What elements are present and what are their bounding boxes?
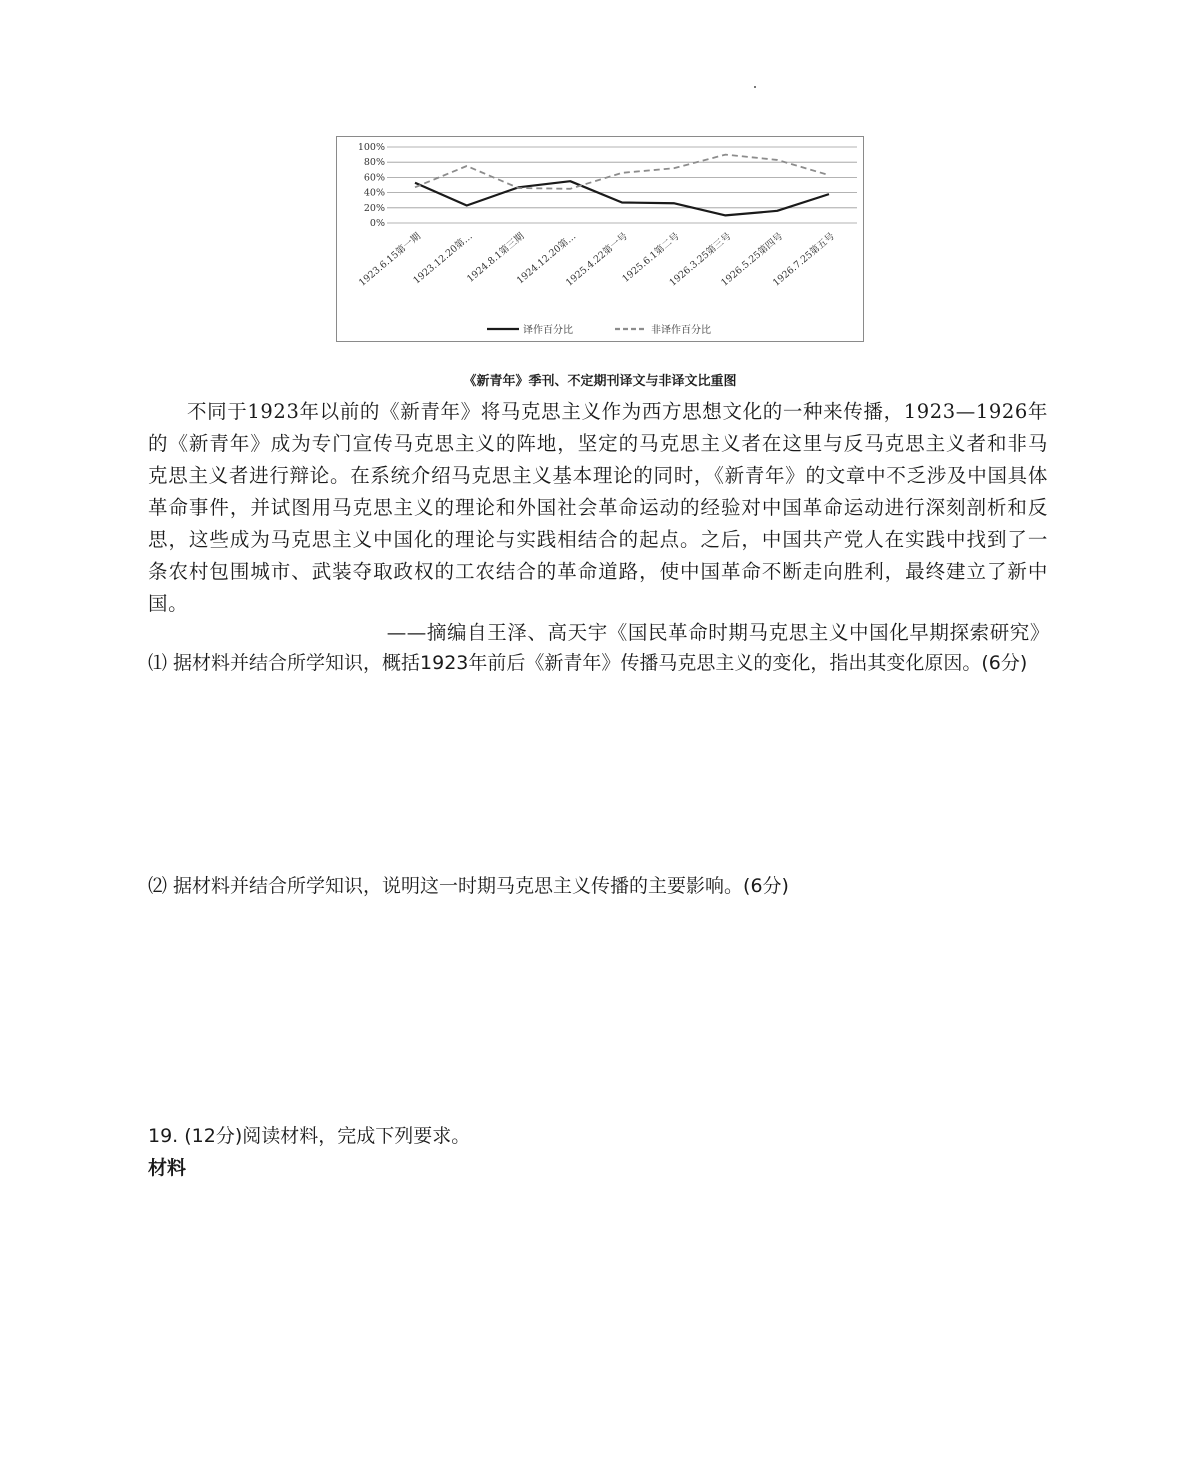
x-tick-label: 1923.6.15第一期 (356, 230, 423, 289)
y-tick-label: 0% (369, 218, 385, 229)
source-citation: ——摘编自王泽、高天宇《国民革命时期马克思主义中国化早期探索研究》 (386, 621, 1050, 644)
x-tick-label: 1924.8.1第三期 (465, 230, 527, 285)
x-tick-label: 1925.6.1第二号 (620, 230, 682, 285)
line-chart (337, 137, 865, 343)
question-2: ⑵ 据材料并结合所学知识，说明这一时期马克思主义传播的主要影响。(6分) (148, 875, 789, 897)
y-tick-label: 40% (363, 187, 385, 199)
y-tick-label: 100% (357, 142, 385, 153)
x-tick-label: 1926.5.25第四号 (719, 230, 786, 289)
y-tick-label: 80% (363, 157, 385, 169)
question-19-heading: 19. (12分)阅读材料，完成下列要求。 (148, 1125, 471, 1147)
material-passage: 不同于1923年以前的《新青年》将马克思主义作为西方思想文化的一种来传播，1923—1926年的《新青年》成为专门宣传马克思主义的阵地，坚定的马克思主义者在这里与反马克思主义者和非马克思主义者进行辩论。在系统介绍马克思主义基本理论的同时，《新青年》的文章中不乏涉及中国具体革命事件，并试图用马克思主义的理论和外国社会革命运动的经验对中国革命运动进行深刻剖析和反思，这些成为马克思主义中国化的理论与实践相结合的起点。之后，中国共产党人在实践中找到了一条农村包围城市、武装夺取政权的工农结合的革命道路，使中国革命不断走向胜利，最终建立了新中国。 (148, 400, 1048, 615)
x-tick-label: 1923.12.20第… (411, 230, 475, 287)
chart-caption: 《新青年》季刊、不定期刊译文与非译文比重图 (463, 374, 737, 389)
x-tick-label: 1924.12.20第… (514, 230, 579, 287)
stray-dot (754, 86, 756, 88)
x-tick-label: 1926.3.25第三号 (667, 230, 734, 289)
series-line-1 (415, 181, 829, 215)
x-tick-label: 1926.7.25第五号 (770, 230, 837, 289)
question-1: ⑴ 据材料并结合所学知识，概括1923年前后《新青年》传播马克思主义的变化，指出其变化原因。(6分) (148, 652, 1028, 674)
material-label: 材料 (148, 1157, 187, 1179)
x-tick-label: 1925.4.22第一号 (563, 230, 630, 289)
chart-frame (336, 136, 864, 342)
legend-label: 非译作百分比 (651, 325, 711, 336)
series-line-2 (415, 155, 829, 189)
y-tick-label: 20% (363, 202, 385, 214)
legend-label: 译作百分比 (523, 325, 573, 336)
y-tick-label: 60% (363, 172, 385, 184)
